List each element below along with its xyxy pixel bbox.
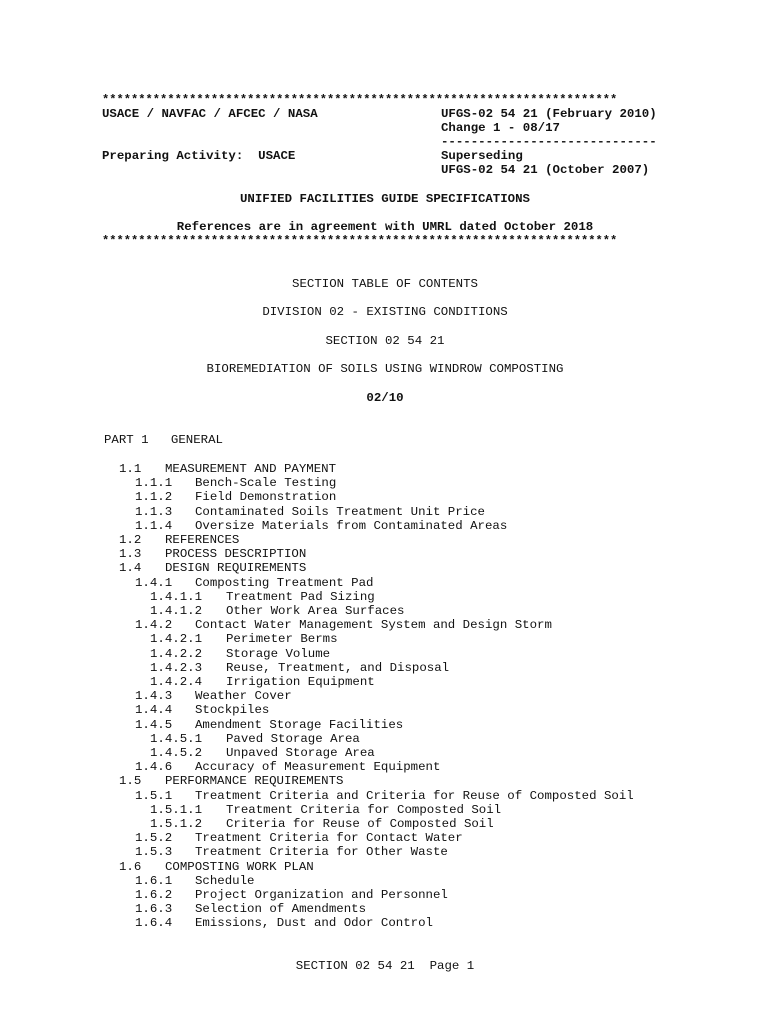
toc-entry-number: 1.1.3 [135, 504, 173, 519]
subject-title: BIOREMEDIATION OF SOILS USING WINDROW COMPOSTING [206, 362, 564, 376]
toc-entry-title: Stockpiles [195, 703, 270, 718]
toc-entry-title: Treatment Criteria for Other Waste [195, 845, 448, 860]
toc-entry-number: 1.4.1.2 [150, 604, 203, 618]
division-title: DIVISION 02 - EXISTING CONDITIONS [262, 305, 508, 319]
toc-entry-number: 1.1.1 [135, 476, 173, 491]
unified-title: UNIFIED FACILITIES GUIDE SPECIFICATIONS [240, 192, 530, 206]
toc-entry-title: Treatment Criteria for Composted Soil [226, 802, 502, 817]
toc-entry-title: MEASUREMENT AND PAYMENT [165, 462, 337, 476]
toc-entry-number: 1.1.4 [135, 518, 173, 533]
toc-entry-title: Other Work Area Surfaces [226, 604, 405, 618]
toc-entry-title: Selection of Amendments [195, 902, 367, 917]
toc-entry-title: Treatment Criteria and Criteria for Reuse of Composted Soil [195, 788, 634, 803]
toc-entry-number: 1.1.2 [135, 490, 173, 505]
toc-entry-title: Field Demonstration [195, 490, 337, 505]
toc-entry-number: 1.6.1 [135, 873, 173, 888]
toc-entry-title: Project Organization and Personnel [195, 888, 448, 902]
ufgs-number: UFGS-02 54 21 (February 2010) [441, 107, 657, 121]
toc-entry-number: 1.4.1.1 [150, 589, 203, 604]
toc-entry-number: 1.4 [119, 561, 142, 576]
toc-entry-number: 1.6.3 [135, 902, 173, 917]
toc-entry-number: 1.5.2 [135, 831, 173, 846]
stars-rule-bottom: *********************************************************************** [102, 234, 618, 248]
toc-entry-title: REFERENCES [165, 533, 240, 547]
toc-entry-title: Criteria for Reuse of Composted Soil [226, 817, 494, 831]
toc-entry-title: PERFORMANCE REQUIREMENTS [165, 774, 344, 789]
toc-entry-title: Paved Storage Area [226, 731, 360, 746]
toc-entry-title: PROCESS DESCRIPTION [165, 547, 307, 562]
change-number: Change 1 - 08/17 [441, 121, 560, 135]
toc-entry-title: Amendment Storage Facilities [195, 717, 404, 732]
toc-entry-title: Contact Water Management System and Design Storm [195, 618, 552, 633]
toc-entry-number: 1.6.2 [135, 888, 173, 902]
toc-entry-title: Treatment Criteria for Contact Water [195, 831, 463, 846]
toc-entry-title: Composting Treatment Pad [195, 575, 374, 590]
toc-entry-number: 1.4.4 [135, 703, 173, 718]
toc-entry-number: 1.6.4 [135, 916, 173, 931]
toc-entry-title: Accuracy of Measurement Equipment [195, 760, 441, 775]
section-date: 02/10 [366, 391, 404, 405]
part-heading: PART 1 GENERAL [104, 433, 223, 447]
toc-entry-number: 1.4.2.4 [150, 675, 203, 689]
toc-entry-number: 1.5.1 [135, 788, 173, 803]
toc-entry-number: 1.1 [119, 462, 142, 476]
toc-entry-title: Unpaved Storage Area [226, 746, 375, 760]
toc-entry-number: 1.4.3 [135, 689, 173, 704]
toc-entry-title: Schedule [195, 873, 255, 888]
toc-entry-number: 1.3 [119, 547, 142, 562]
toc-entry-number: 1.4.5.1 [150, 731, 203, 746]
stars-rule-top: *********************************************************************** [102, 93, 618, 107]
toc-entry-number: 1.4.6 [135, 760, 173, 775]
toc-entry-number: 1.4.5 [135, 717, 173, 732]
toc-entry-number: 1.2 [119, 533, 142, 547]
superseding-label: Superseding [441, 149, 523, 163]
agencies: USACE / NAVFAC / AFCEC / NASA [102, 107, 318, 121]
toc-entry-number: 1.4.1 [135, 575, 173, 590]
toc-entry-number: 1.4.2 [135, 618, 173, 633]
toc-entry-number: 1.4.2.3 [150, 660, 203, 675]
toc-entry-number: 1.4.2.2 [150, 646, 203, 661]
toc-entry-title: Storage Volume [226, 646, 331, 661]
references-note: References are in agreement with UMRL dated October 2018 [176, 220, 594, 234]
page-footer: SECTION 02 54 21 Page 1 [295, 959, 475, 973]
toc-entry-title: Bench-Scale Testing [195, 476, 337, 491]
toc-entry-title: Weather Cover [195, 689, 292, 704]
toc-entry-number: 1.4.5.2 [150, 746, 203, 760]
toc-entry-number: 1.5.3 [135, 845, 173, 860]
toc-entry-title: Reuse, Treatment, and Disposal [226, 660, 450, 675]
preparing-activity: Preparing Activity: USACE [102, 149, 296, 163]
toc-entry-title: Oversize Materials from Contaminated Areas [195, 518, 508, 533]
toc-entry-title: Perimeter Berms [226, 632, 338, 647]
toc-entry-title: Emissions, Dust and Odor Control [195, 916, 433, 931]
toc-entry-number: 1.4.2.1 [150, 632, 203, 647]
toc-entry-title: DESIGN REQUIREMENTS [165, 561, 307, 576]
section-title: SECTION 02 54 21 [325, 334, 445, 348]
toc-title: SECTION TABLE OF CONTENTS [292, 277, 478, 291]
toc-entry-title: Treatment Pad Sizing [226, 589, 375, 604]
dash-rule: ----------------------------- [441, 135, 657, 149]
toc-entry-title: Irrigation Equipment [226, 675, 375, 689]
toc-entry-title: Contaminated Soils Treatment Unit Price [195, 504, 485, 519]
toc-entry-number: 1.5.1.1 [150, 802, 203, 817]
toc-entry-title: COMPOSTING WORK PLAN [165, 859, 314, 874]
superseded-ufgs: UFGS-02 54 21 (October 2007) [441, 163, 650, 177]
toc-entry-number: 1.5.1.2 [150, 817, 203, 831]
toc-entry-number: 1.5 [119, 774, 142, 789]
toc-entry-number: 1.6 [119, 859, 142, 874]
